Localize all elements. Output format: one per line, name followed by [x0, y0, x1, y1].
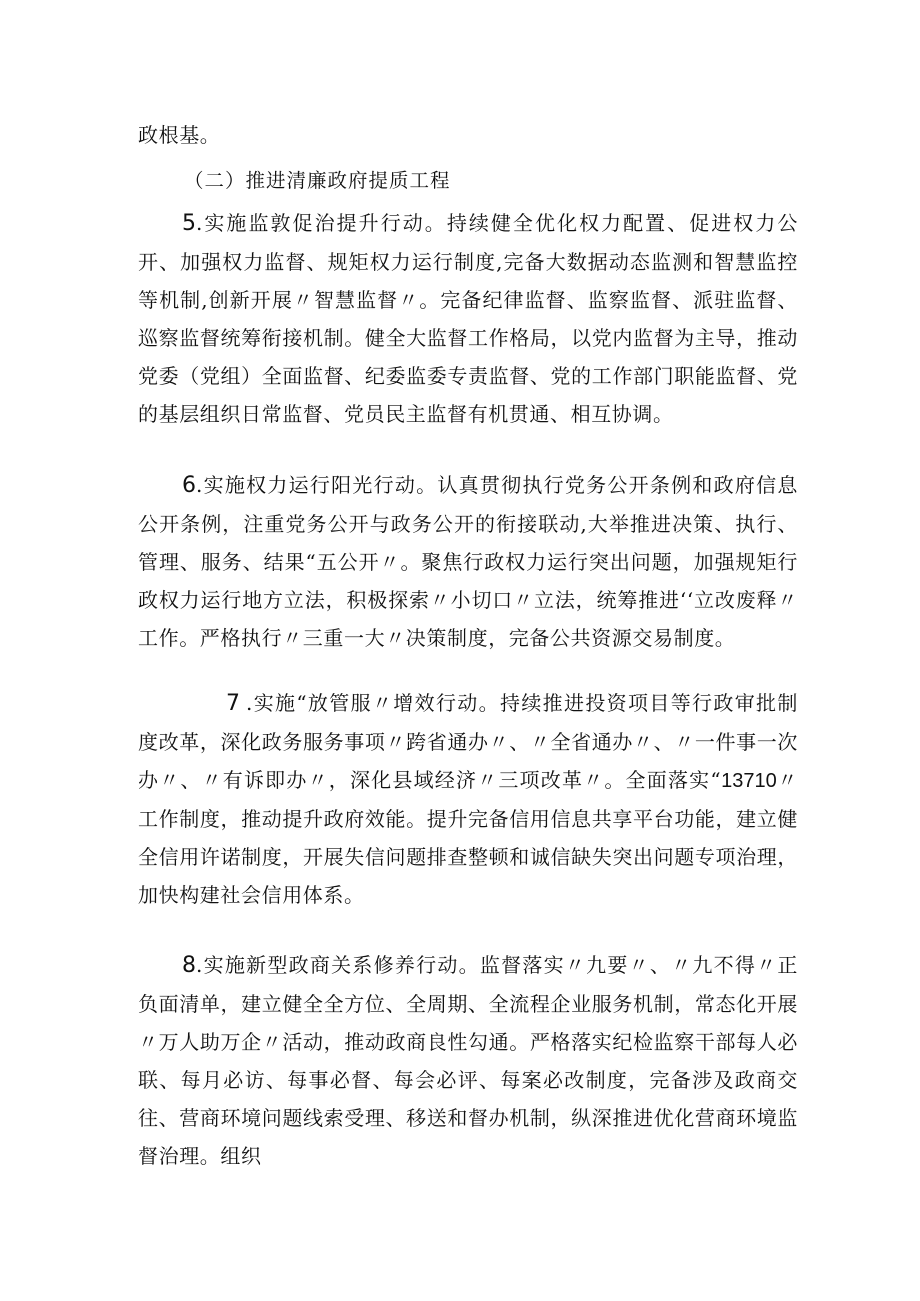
policy-code: 13710: [721, 770, 777, 792]
item-number: 6: [182, 473, 196, 498]
paragraph-item-5: [138, 204, 798, 433]
paragraph-text: .实施“放管服〃增效行动。持续推进投资项目等行政审批制度改革，深化政务服务事项〃跨省通办〃、〃全省通办〃、〃一件事一次办〃、〃有诉即办〃，深化县域经济〃三项改革〃。全面落实“: [138, 691, 798, 792]
paragraph-item-7: [138, 684, 798, 914]
paragraph-text: .实施权力运行阳光行动。认真贯彻执行党务公开条例和政府信息公开条例，注重党务公开与政务公开的衔接联动,大举推进决策、执行、管理、服务、结果“五公开〃。聚焦行政权力运行突出问题，加强规矩行政权力运行地方立法，积极探索〃小切口〃立法，统筹推进‘‘立改废释〃工作。严格执行〃三重一大〃决策制度，完备公共资源交易制度。: [138, 473, 798, 650]
paragraph-text: .实施新型政商关系修养行动。监督落实〃九要〃、〃九不得〃正负面清单，建立健全全方位、全周期、全流程企业服务机制，常态化开展〃万人助万企〃活动，推动政商良性勾通。严格落实纪检监察干部每人必联、每月必访、每事必督、每会必评、每案必改制度，完备涉及政商交往、营商环境问题线索受理、移送和督办机制，纵深推进优化营商环境监督治理。组织: [138, 953, 798, 1168]
paragraph-item-6: [138, 466, 798, 657]
section-heading: （二）推进清廉政府提质工程: [184, 169, 451, 192]
item-number: 8: [182, 953, 196, 978]
paragraph-text: 政根基。: [138, 123, 221, 147]
paragraph-item-8: [138, 946, 798, 1175]
paragraph-text-continued: 〃工作制度，推动提升政府效能。提升完备信用信息共享平台功能，建立健全信用许诺制度，开展失信问题排查整顿和诚信缺失突出问题专项治理，加快构建社会信用体系。: [138, 768, 798, 907]
item-number: 5: [182, 211, 196, 236]
paragraph-continuation: [138, 116, 798, 154]
item-number: 7: [226, 691, 240, 716]
paragraph-text: .实施监敦促治提升行动。持续健全优化权力配置、促进权力公开、加强权力监督、规矩权力运行制度,完备大数据动态监测和智慧监控等机制,创新开展〃智慧监督〃。完备纪律监督、监察监督、派驻监督、巡察监督统筹衔接机制。健全大监督工作格局，以党内监督为主导，推动党委（党组）全面监督、纪委监委专责监督、党的工作部门职能监督、党的基层组织日常监督、党员民主监督有机贯通、相互协调。: [138, 211, 798, 426]
